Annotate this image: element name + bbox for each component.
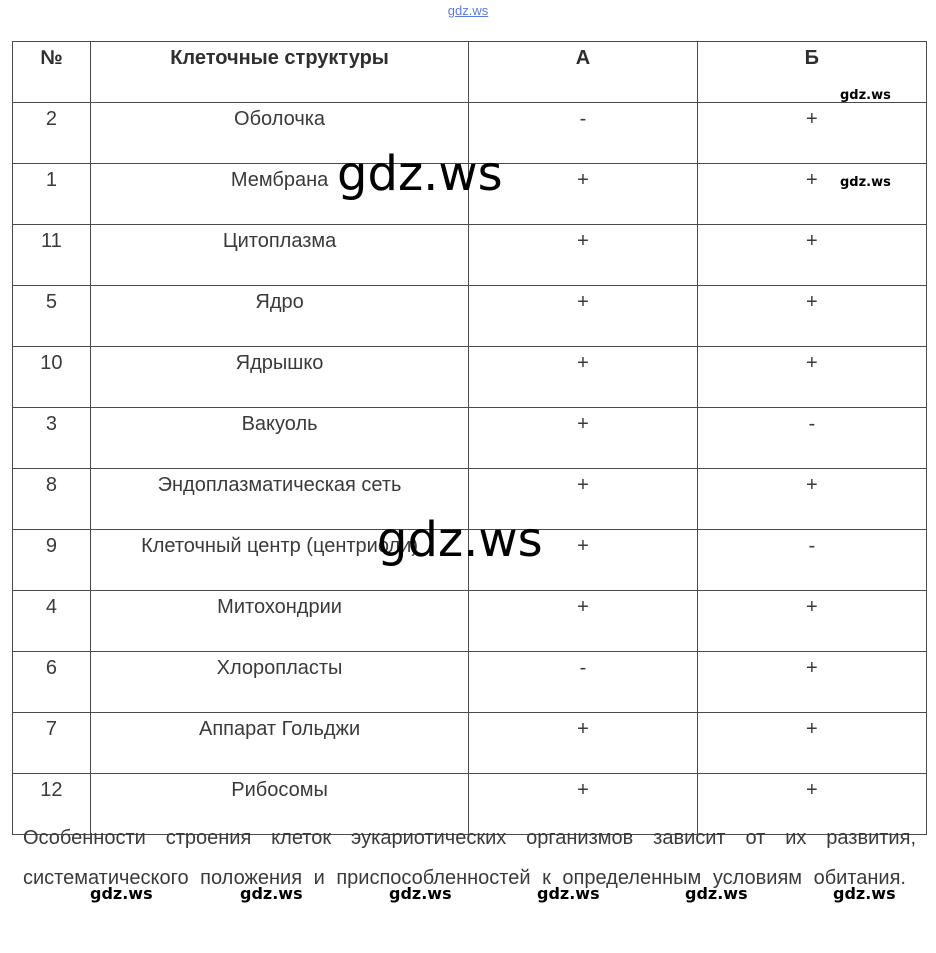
cell-number: 4 [13, 591, 91, 652]
cell-a: + [469, 591, 697, 652]
cell-a: - [469, 103, 697, 164]
cell-b: - [697, 408, 926, 469]
cell-structure: Аппарат Гольджи [90, 713, 468, 774]
cell-b: + [697, 591, 926, 652]
cell-b: + [697, 164, 926, 225]
watermark-small: gdz.ws [833, 884, 896, 903]
table-row [13, 408, 927, 469]
table-row [13, 225, 927, 286]
cell-a: - [469, 652, 697, 713]
cell-a: + [469, 408, 697, 469]
cell-a: + [469, 164, 697, 225]
cell-b: + [697, 774, 926, 835]
cell-b: + [697, 103, 926, 164]
cell-b: + [697, 286, 926, 347]
header-b: Б [697, 42, 926, 103]
cell-number: 11 [13, 225, 91, 286]
cell-structure: Рибосомы [90, 774, 468, 835]
cell-structure: Цитоплазма [90, 225, 468, 286]
cell-a: + [469, 774, 697, 835]
cell-structure: Эндоплазматическая сеть [90, 469, 468, 530]
cell-b: + [697, 652, 926, 713]
header-a: А [469, 42, 697, 103]
cell-structure: Вакуоль [90, 408, 468, 469]
cell-number: 9 [13, 530, 91, 591]
cell-a: + [469, 347, 697, 408]
cell-a: + [469, 713, 697, 774]
cell-b: - [697, 530, 926, 591]
cell-structure: Ядрышко [90, 347, 468, 408]
cell-a: + [469, 225, 697, 286]
cell-b: + [697, 713, 926, 774]
header-number: № [13, 42, 91, 103]
watermark-small: gdz.ws [685, 884, 748, 903]
cell-number: 5 [13, 286, 91, 347]
cell-number: 1 [13, 164, 91, 225]
header-structures: Клеточные структуры [90, 42, 468, 103]
cell-number: 2 [13, 103, 91, 164]
conclusion-paragraph: Особенности строения клеток эукариотических организмов зависит от их развития, систематического положения и приспособленностей к определенным условиям обитания. [23, 827, 916, 889]
cell-structure: Мембрана [90, 164, 468, 225]
cell-number: 3 [13, 408, 91, 469]
watermark-large: gdz.ws [337, 146, 503, 202]
cell-structure: Ядро [90, 286, 468, 347]
cell-number: 8 [13, 469, 91, 530]
cell-structure: Митохондрии [90, 591, 468, 652]
cell-a: + [469, 469, 697, 530]
table-row [13, 713, 927, 774]
cell-number: 7 [13, 713, 91, 774]
table-header-row [13, 42, 927, 103]
cell-b: + [697, 347, 926, 408]
watermark-small: gdz.ws [537, 884, 600, 903]
cell-structure: Хлоропласты [90, 652, 468, 713]
table-row [13, 591, 927, 652]
watermark-small: gdz.ws [389, 884, 452, 903]
cell-number: 12 [13, 774, 91, 835]
table-row [13, 652, 927, 713]
cell-a: + [469, 286, 697, 347]
cell-number: 6 [13, 652, 91, 713]
table-row [13, 286, 927, 347]
cell-number: 10 [13, 347, 91, 408]
watermark-small: gdz.ws [840, 175, 891, 190]
table-row [13, 347, 927, 408]
watermark-top: gdz.ws [447, 3, 489, 18]
watermark-small: gdz.ws [240, 884, 303, 903]
cell-b: + [697, 469, 926, 530]
cell-b: + [697, 225, 926, 286]
cell-a: + [469, 530, 697, 591]
watermark-large: gdz.ws [377, 512, 543, 568]
cell-structure: Оболочка [90, 103, 468, 164]
watermark-small: gdz.ws [90, 884, 153, 903]
cell-structure: Клеточный центр (центриоли) [90, 530, 468, 591]
watermark-small: gdz.ws [840, 88, 891, 103]
